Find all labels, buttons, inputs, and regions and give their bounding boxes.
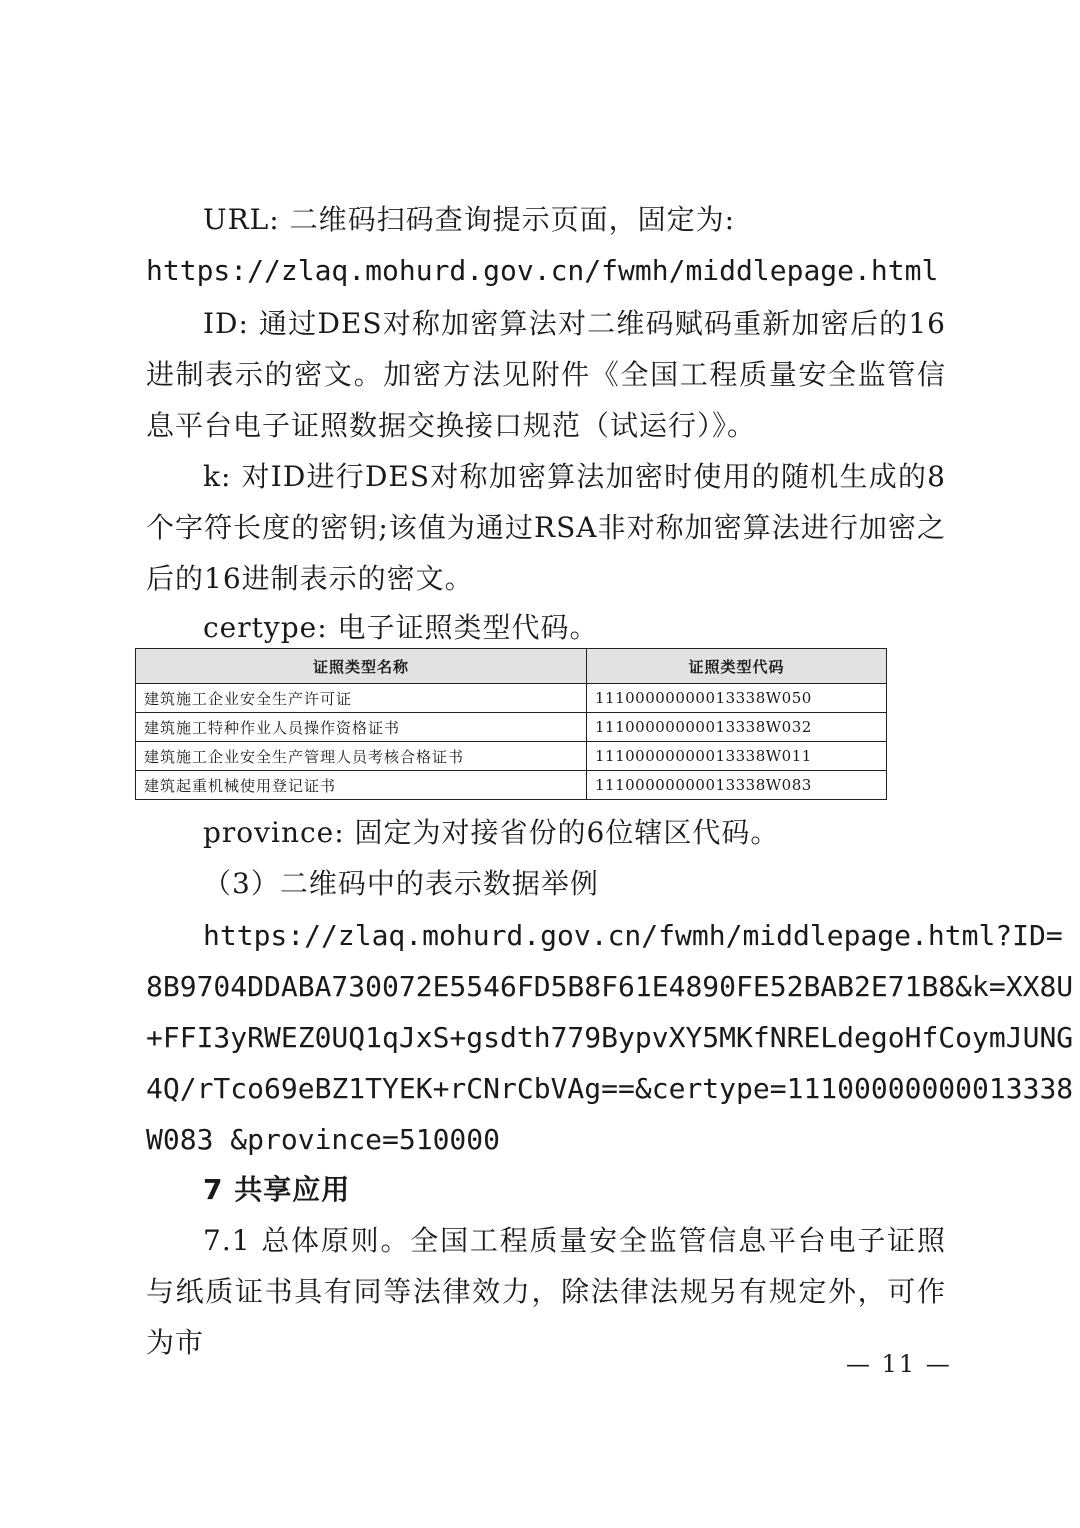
cert-code-cell: 11100000000013338W011 <box>587 742 887 771</box>
example-line: https://zlaq.mohurd.gov.cn/fwmh/middlepage.html?ID= <box>203 919 1063 952</box>
cert-code-cell: 11100000000013338W050 <box>587 684 887 713</box>
certype-line: certype: 电子证照类型代码。 <box>203 611 599 644</box>
table-row <box>136 771 887 800</box>
province-line: province: 固定为对接省份的6位辖区代码。 <box>203 816 780 849</box>
page-number: — 11 — <box>846 1350 952 1378</box>
id-paragraph: ID: 通过DES对称加密算法对二维码赋码重新加密后的16进制表示的密文。加密方法见附件《全国工程质量安全监管信息平台电子证照数据交换接口规范（试运行）》。 <box>146 307 946 442</box>
example-line: 8B9704DDABA730072E5546FD5B8F61E4890FE52BAB2E71B8&k=XX8U <box>146 970 1074 1003</box>
example-line: W083 &province=510000 <box>146 1123 501 1156</box>
cert-name-cell: 建筑施工特种作业人员操作资格证书 <box>136 713 587 742</box>
table-header-name: 证照类型名称 <box>136 649 587 684</box>
cert-name-cell: 建筑起重机械使用登记证书 <box>136 771 587 800</box>
section-heading: 7 共享应用 <box>203 1173 351 1206</box>
table-row <box>136 684 887 713</box>
example-heading: （3）二维码中的表示数据举例 <box>203 867 599 900</box>
cert-code-cell: 11100000000013338W032 <box>587 713 887 742</box>
example-line: 4Q/rTco69eBZ1TYEK+rCNrCbVAg==&certype=11100000000013338 <box>146 1072 1074 1105</box>
certificate-type-table <box>135 648 887 800</box>
table-header-row <box>136 649 887 684</box>
table-header-code: 证照类型代码 <box>587 649 887 684</box>
table-row <box>136 713 887 742</box>
example-line: +FFI3yRWEZ0UQ1qJxS+gsdth779BypvXY5MKfNRELdegoHfCoymJUNG <box>146 1021 1074 1054</box>
k-paragraph: k: 对ID进行DES对称加密算法加密时使用的随机生成的8个字符长度的密钥;该值为通过RSA非对称加密算法进行加密之后的16进制表示的密文。 <box>146 460 946 595</box>
url-value: https://zlaq.mohurd.gov.cn/fwmh/middlepage.html <box>146 254 939 287</box>
url-label: URL: 二维码扫码查询提示页面，固定为: <box>203 203 736 236</box>
table-row <box>136 742 887 771</box>
cert-code-cell: 11100000000013338W083 <box>587 771 887 800</box>
cert-name-cell: 建筑施工企业安全生产管理人员考核合格证书 <box>136 742 587 771</box>
section-paragraph: 7.1 总体原则。全国工程质量安全监管信息平台电子证照与纸质证书具有同等法律效力，除法律法规另有规定外，可作为市 <box>146 1224 946 1359</box>
cert-name-cell: 建筑施工企业安全生产许可证 <box>136 684 587 713</box>
